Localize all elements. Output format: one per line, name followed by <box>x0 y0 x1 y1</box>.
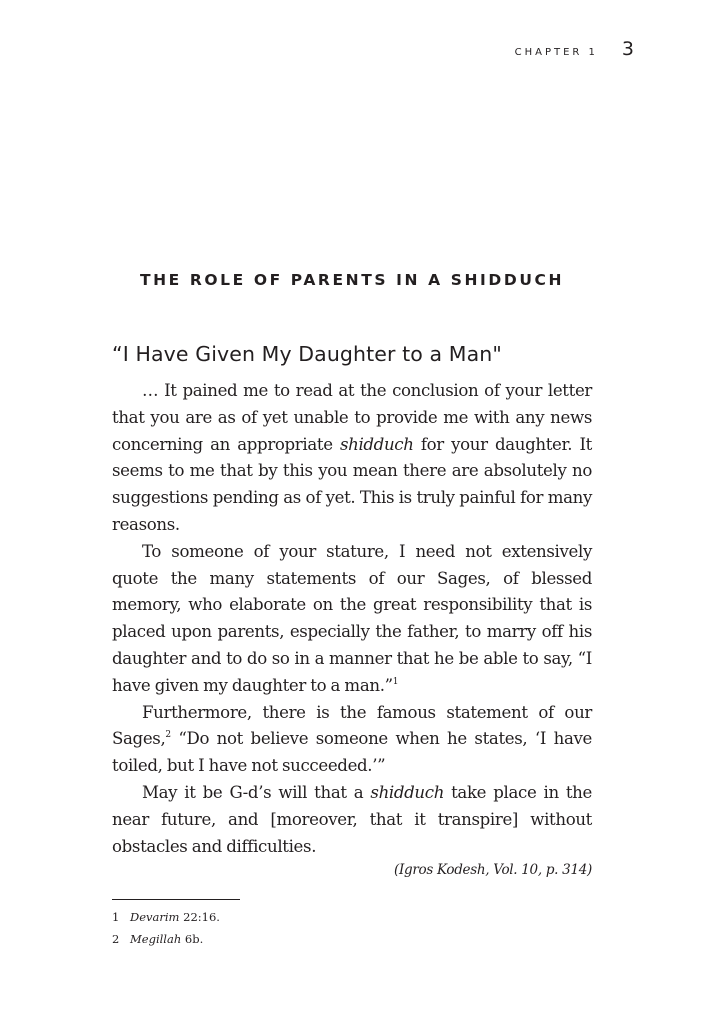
paragraph-text: for your daughter. It seems to me that by this you mean there are absolutely no suggestions pending as of yet. This is truly painful for many reasons. <box>112 434 592 534</box>
paragraph-text: “Do not believe someone when he states, ‘I have toiled, but I have not succeeded.’” <box>112 729 592 776</box>
letter-body <box>112 378 592 860</box>
paragraph-text: May it be G-d’s will that a <box>142 782 371 802</box>
section-title: THE ROLE OF PARENTS IN A SHIDDUCH <box>139 271 565 289</box>
italic-term: shidduch <box>370 782 445 802</box>
source-citation: (Igros Kodesh, Vol. 10, p. 314) <box>394 862 592 878</box>
letter-title: “I Have Given My Daughter to a Man" <box>112 342 502 366</box>
page-number: 3 <box>621 38 634 60</box>
footnote-divider <box>112 899 240 900</box>
paragraph-text: Furthermore, there is the famous statement of our Sages, <box>112 702 592 749</box>
footnote-number: 1 <box>112 910 120 924</box>
footnote-number: 2 <box>112 931 120 946</box>
paragraph-text: … It pained me to read at the conclusion of your letter that you are as of yet unable to provide me with any news concerning an appropriate <box>112 381 592 454</box>
paragraph <box>112 780 592 860</box>
footnote-ref-text: 22:16. <box>179 910 220 924</box>
footnotes <box>112 907 220 950</box>
paragraph <box>112 700 592 780</box>
footnote-ref[interactable]: 2 <box>165 730 171 741</box>
footnote-ref[interactable]: 1 <box>392 676 399 687</box>
footnote-work: Megillah <box>130 931 182 946</box>
paragraph-text: take place in the near future, and [moreover, that it transpire] without obstacles and difficulties. <box>112 782 592 856</box>
italic-term: shidduch <box>339 434 414 454</box>
paragraph-text: To someone of your stature, I need not extensively quote the many statements of our Sages, of blessed memory, who elaborate on the great responsibility that is placed upon parents, especially the father, to marry off his daughter and to do so in a manner that he be able to say, “I have given my daughter to a man.” <box>112 541 592 695</box>
footnote <box>112 929 220 951</box>
footnote-text <box>130 929 203 951</box>
footnote <box>112 907 220 929</box>
footnote-text <box>130 907 220 929</box>
footnote-work: Devarim <box>130 910 180 924</box>
chapter-label: CHAPTER 1 <box>514 47 598 58</box>
running-head <box>515 38 634 60</box>
paragraph <box>112 378 592 539</box>
footnote-ref-text: 6b. <box>181 931 204 946</box>
paragraph <box>112 539 592 700</box>
